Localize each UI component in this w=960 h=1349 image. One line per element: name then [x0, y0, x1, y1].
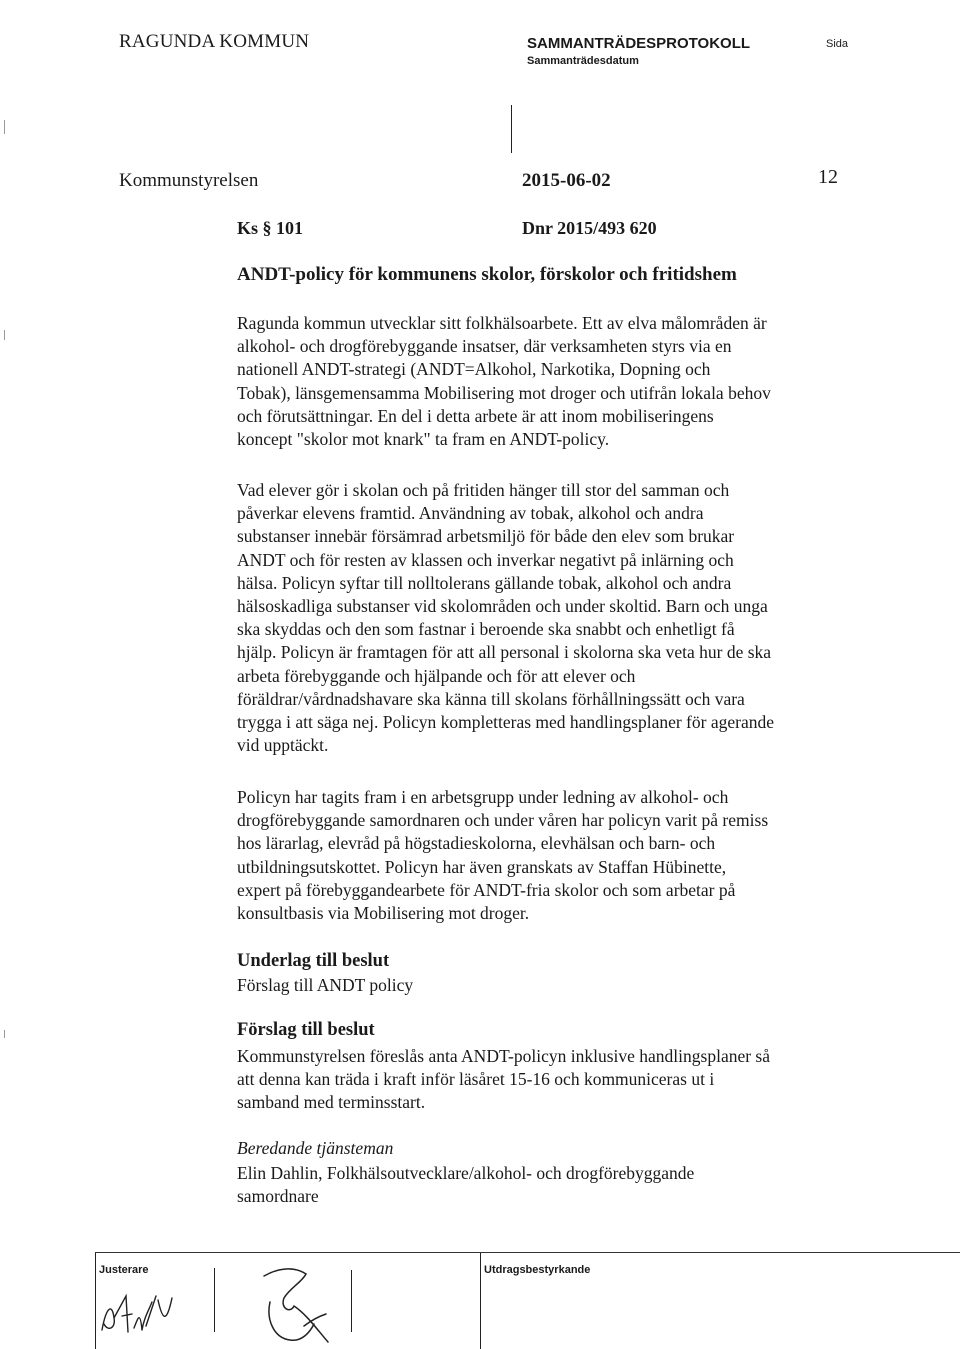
text-line: arbeta förebyggande och hjälpande och för att elever och: [237, 665, 636, 686]
body-paragraph-2: [237, 479, 877, 757]
footer-column-line: [351, 1270, 352, 1332]
text-line: nationell ANDT-strategi (ANDT=Alkohol, Narkotika, Dopning och: [237, 359, 711, 380]
page-label: Sida: [826, 38, 849, 50]
meeting-date: 2015-06-02: [522, 170, 611, 191]
header-divider: [511, 105, 512, 153]
text-line: substanser innebär försämrad arbetsmiljö för både den elev som brukar: [237, 526, 735, 547]
footer-column-line: [480, 1253, 481, 1349]
text-line: Kommunstyrelsen föreslås anta ANDT-policyn inklusive handlingsplaner så: [237, 1046, 771, 1066]
protocol-title: SAMMANTRÄDESPROTOKOLL: [527, 35, 751, 52]
text-line: koncept "skolor mot knark" ta fram en ANDT-policy.: [237, 429, 610, 450]
text-line: Policyn har tagits fram i en arbetsgrupp under ledning av alkohol- och: [237, 787, 729, 807]
case-title: ANDT-policy för kommunens skolor, förskolor och fritidshem: [237, 264, 737, 285]
body-paragraph-3: [237, 786, 877, 925]
diary-number: Dnr 2015/493 620: [522, 218, 657, 238]
meeting-date-label: Sammanträdesdatum: [527, 55, 639, 67]
extract-certification-label: Utdragsbestyrkande: [484, 1264, 591, 1276]
page-number: 12: [818, 166, 838, 188]
text-line: hälsa. Policyn syftar till nolltolerans gällande tobak, alkohol och andra: [237, 572, 732, 593]
municipality-name: RAGUNDA KOMMUN: [119, 31, 310, 52]
text-line: Vad elever gör i skolan och på fritiden hänger till stor del samman och: [237, 480, 730, 500]
basis-text: Förslag till ANDT policy: [237, 975, 414, 995]
approvers-label: Justerare: [99, 1264, 149, 1276]
text-line: alkohol- och drogförebyggande insatser, där verksamheten styrs via en: [237, 336, 732, 357]
text-line: expert på förebyggandearbete för ANDT-fria skolor och som arbetar på: [237, 879, 736, 900]
footer-column-line: [214, 1268, 215, 1332]
text-line: konsultbasis via Mobilisering mot droger.: [237, 903, 530, 924]
text-line: föräldrar/vårdnadshavare ska känna till skolans förhållningssätt och vara: [237, 688, 745, 709]
signature-initials-2: [250, 1258, 350, 1348]
scan-artifact: [4, 120, 5, 134]
scan-artifact: [4, 1030, 5, 1038]
text-line: samband med terminsstart.: [237, 1092, 426, 1113]
text-line: Elin Dahlin, Folkhälsoutvecklare/alkohol- och drogförebyggande: [237, 1163, 695, 1183]
text-line: och förutsättningar. En del i detta arbete är att inom mobiliseringens: [237, 405, 714, 426]
text-line: Tobak), länsgemensamma Mobilisering mot droger och utifrån lokala behov: [237, 382, 771, 403]
paragraph-reference: Ks § 101: [237, 218, 304, 238]
board-name: Kommunstyrelsen: [119, 170, 259, 191]
preparer-label: Beredande tjänsteman: [237, 1138, 394, 1158]
preparer-text: [237, 1162, 877, 1208]
text-line: påverkar elevens framtid. Användning av tobak, alkohol och andra: [237, 503, 704, 524]
proposal-text: [237, 1045, 877, 1115]
footer-column-line: [95, 1253, 96, 1349]
text-line: utbildningsutskottet. Policyn har även granskats av Staffan Hübinette,: [237, 856, 727, 877]
text-line: hjälp. Policyn är framtagen för att all personal i skolorna ska veta hur de ska: [237, 642, 772, 663]
text-line: ska skyddas och den som fastnar i beroende ska snabbt och enhetligt få: [237, 619, 735, 640]
scan-artifact: [4, 330, 5, 340]
signature-initials-1: [98, 1288, 188, 1340]
text-line: hos lärarlag, elevråd på högstadieskolorna, elevhälsan och barn- och: [237, 833, 716, 854]
body-paragraph-1: [237, 312, 877, 451]
text-line: trygga i att säga nej. Policyn kompletteras med handlingsplaner för agerande: [237, 712, 774, 733]
text-line: Ragunda kommun utvecklar sitt folkhälsoarbete. Ett av elva målområden är: [237, 313, 767, 333]
proposal-heading: Förslag till beslut: [237, 1020, 375, 1040]
text-line: samordnare: [237, 1186, 319, 1207]
text-line: drogförebyggande samordnaren och under våren har policyn varit på remiss: [237, 810, 769, 831]
text-line: vid upptäckt.: [237, 735, 329, 756]
basis-heading: Underlag till beslut: [237, 951, 390, 971]
footer-divider: [95, 1252, 960, 1253]
text-line: hälsoskadliga substanser vid skolområden och under skoltid. Barn och unga: [237, 596, 768, 617]
text-line: att denna kan träda i kraft inför läsåret 15-16 och kommuniceras ut i: [237, 1069, 715, 1090]
text-line: ANDT och för resten av klassen och inverkar negativt på inlärning och: [237, 549, 734, 570]
